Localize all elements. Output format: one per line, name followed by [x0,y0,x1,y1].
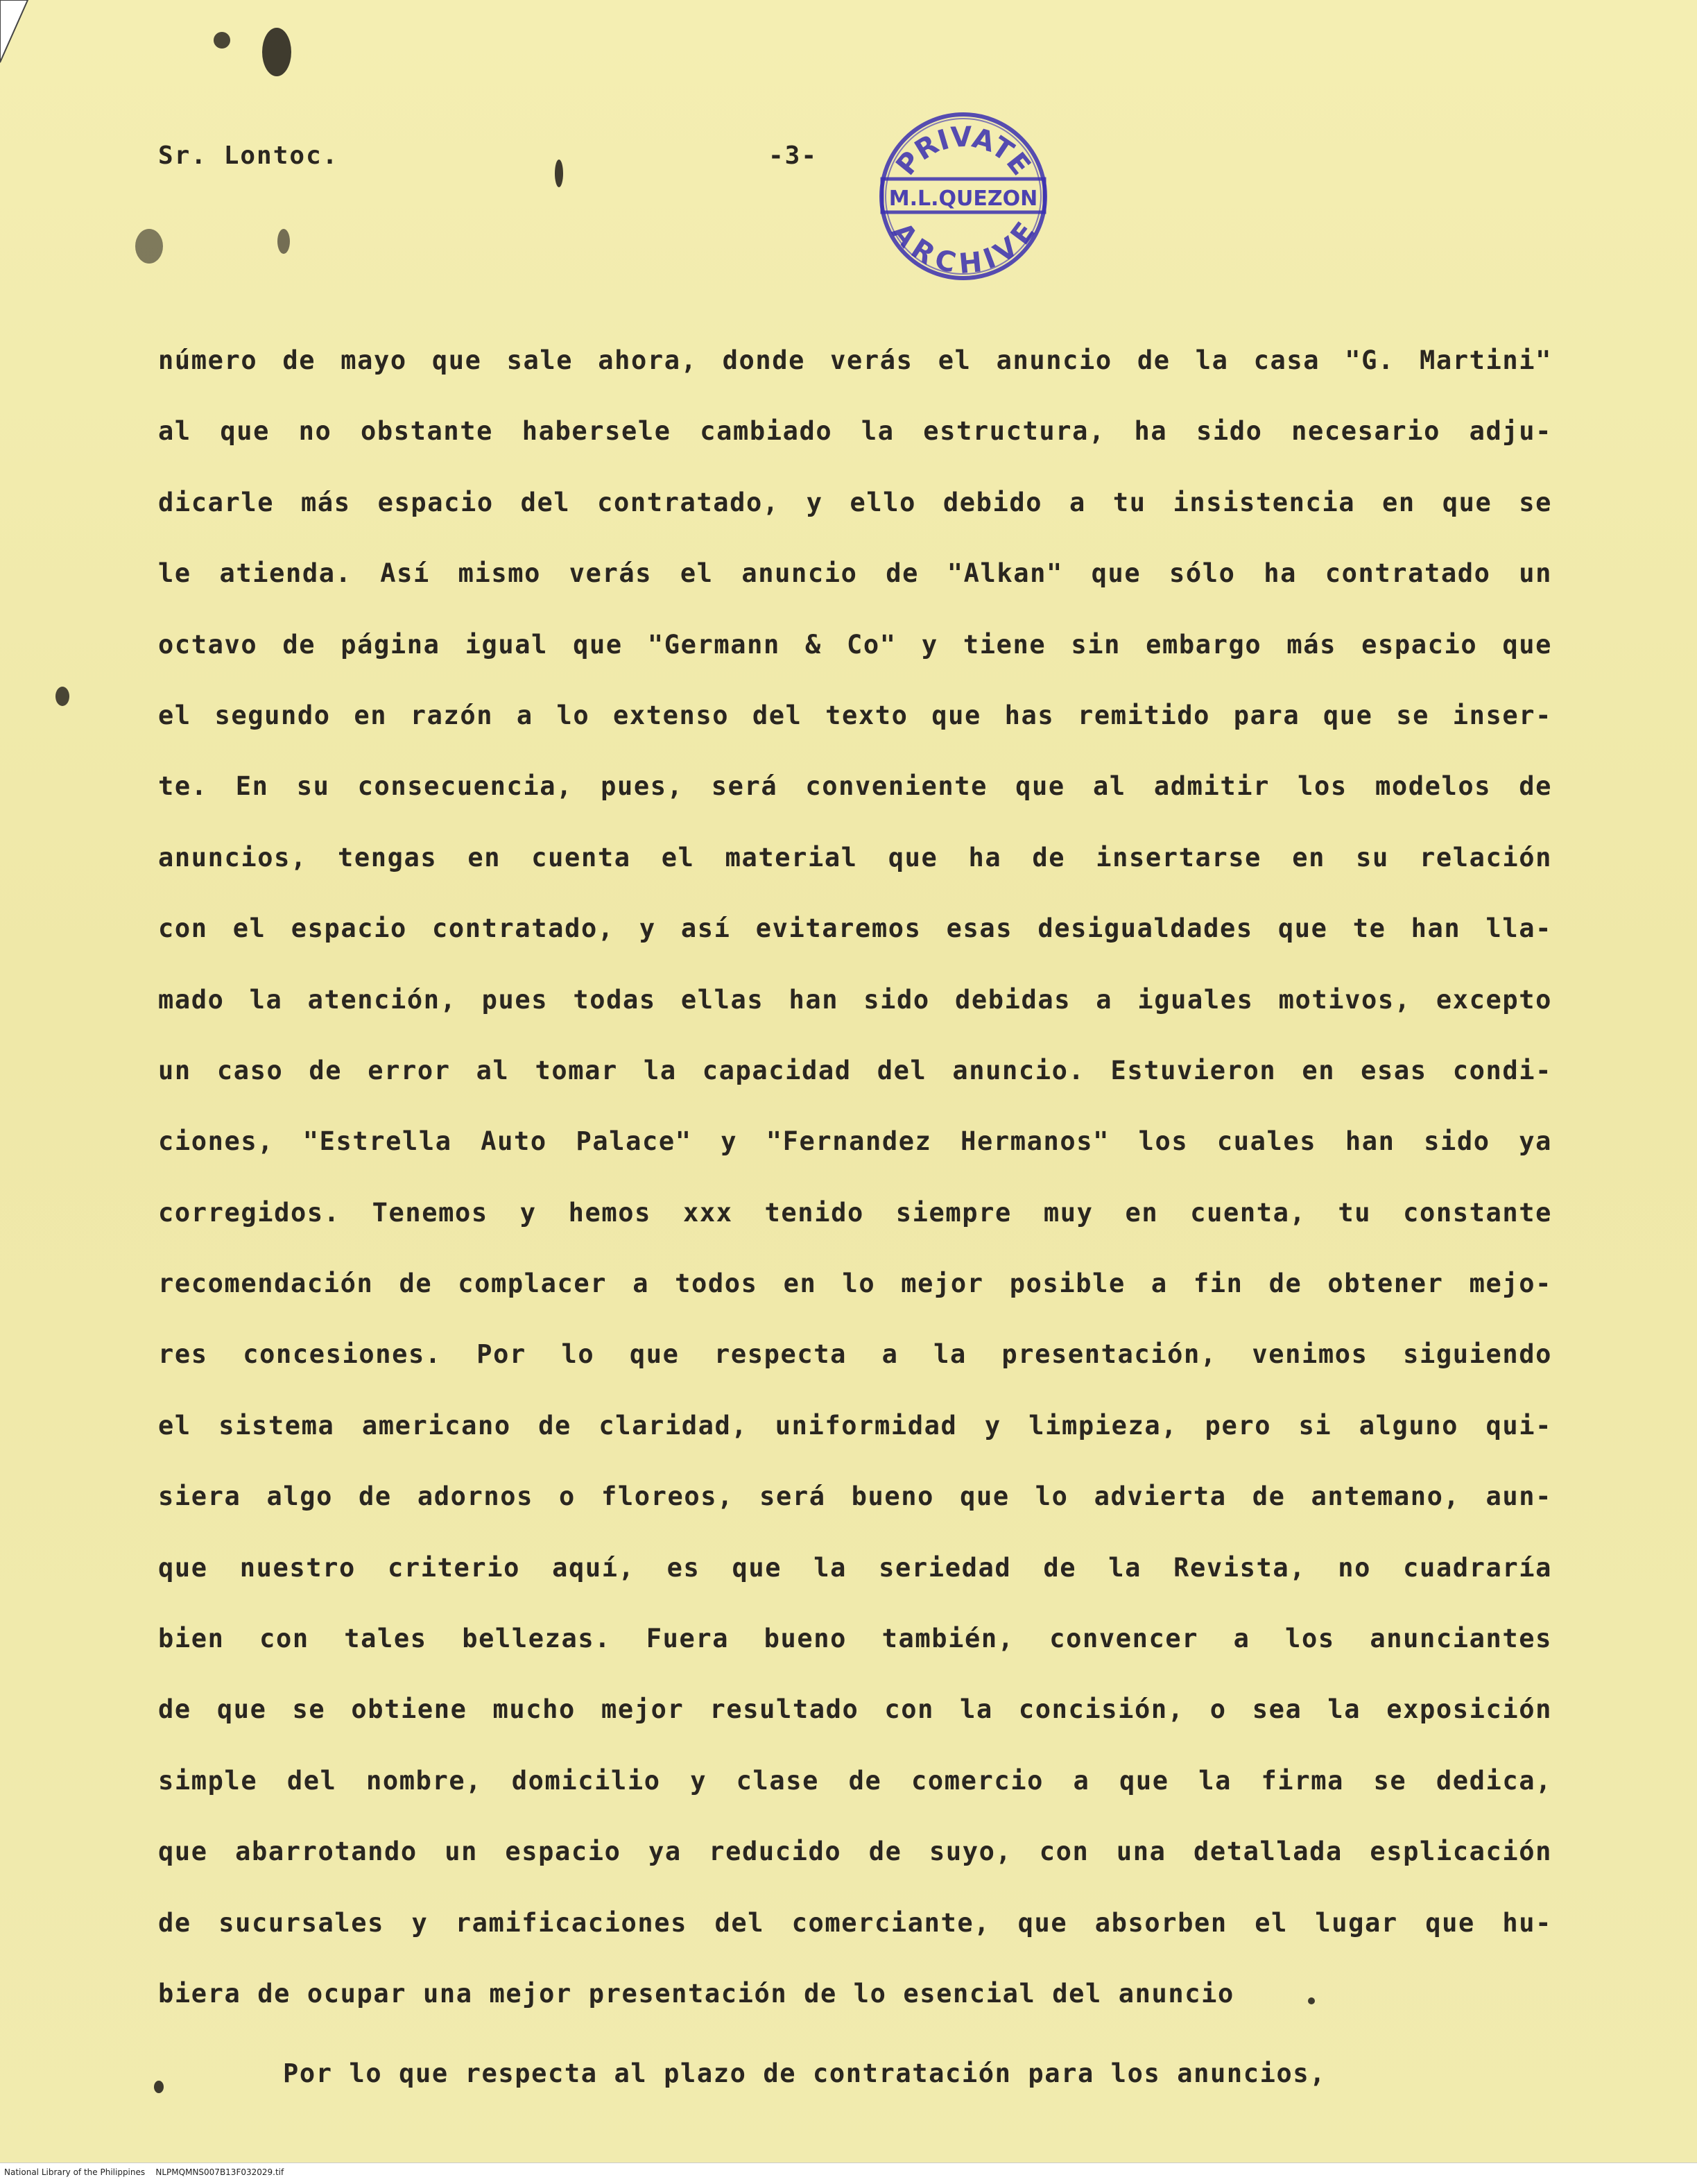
ink-blot [277,229,290,254]
body-line: mado la atención, pues todas ellas han sido debidas a iguales motivos, excepto [158,984,1552,1015]
body-line: al que no obstante habersele cambiado la estructura, ha sido necesario adju- [158,416,1552,447]
archive-stamp [877,110,1050,283]
scan-footer-text: National Library of the Philippines NLPMQMNS007B13F032029.tif [4,2167,284,2177]
ink-blot [214,32,230,49]
body-line: de sucursales y ramificaciones del comerciante, que absorben el lugar que hu- [158,1907,1552,1938]
stamp-bottom-text: ARCHIVE [885,216,1042,281]
body-line: un caso de error al tomar la capacidad del anuncio. Estuvieron en esas condi- [158,1055,1552,1085]
scan-footer [0,2162,1697,2184]
body-line: bien con tales bellezas. Fuera bueno también, convencer a los anunciantes [158,1624,1552,1654]
recipient-name: Sr. Lontoc. [158,141,339,170]
body-line: ciones, "Estrella Auto Palace" y "Fernandez Hermanos" los cuales han sido ya [158,1126,1552,1157]
body-line: simple del nombre, domicilio y clase de comercio a que la firma se dedica, [158,1765,1552,1796]
ink-blot [154,2081,164,2093]
body-line: de que se obtiene mucho mejor resultado con la concisión, o sea la exposición [158,1694,1552,1725]
body-line: biera de ocupar una mejor presentación de lo esencial del anuncio [158,1978,1234,2009]
body-line: el sistema americano de claridad, uniformidad y limpieza, pero si alguno qui- [158,1410,1552,1441]
stamp-top-text: PRIVATE [890,121,1037,182]
body-line: con el espacio contratado, y así evitaremos esas desigualdades que te han lla- [158,913,1552,944]
body-line: octavo de página igual que "Germann & Co" y tiene sin embargo más espacio que [158,629,1552,660]
body-line: le atienda. Así mismo verás el anuncio de "Alkan" que sólo ha contratado un [158,558,1552,589]
body-line: número de mayo que sale ahora, donde verás el anuncio de la casa "G. Martini" [158,345,1552,375]
body-line: recomendación de complacer a todos en lo mejor posible a fin de obtener mejo- [158,1269,1552,1299]
closing-paragraph: Por lo que respecta al plazo de contratación para los anuncios, [283,2058,1327,2088]
body-line: res concesiones. Por lo que respecta a la presentación, venimos siguiendo [158,1339,1552,1370]
letter-header [0,137,1697,179]
body-line: te. En su consecuencia, pues, será conveniente que al admitir los modelos de [158,771,1552,802]
body-line: que nuestro criterio aquí, es que la seriedad de la Revista, no cuadraría [158,1552,1552,1583]
body-line: anuncios, tengas en cuenta el material que ha de insertarse en su relación [158,842,1552,872]
body-line: siera algo de adornos o floreos, será bueno que lo advierta de antemano, aun- [158,1481,1552,1512]
body-line: el segundo en razón a lo extenso del texto que has remitido para que se inser- [158,700,1552,730]
ink-blot [135,229,163,264]
body-line: que abarrotando un espacio ya reducido de suyo, con una detallada esplicación [158,1837,1552,1867]
svg-text:ARCHIVE [885,216,1042,280]
page-corner-mark [0,0,42,69]
ink-blot [55,687,69,706]
body-line: corregidos. Tenemos y hemos xxx tenido siempre muy en cuenta, tu constante [158,1197,1552,1228]
ink-blot [262,28,291,76]
letter-body [158,340,1552,2044]
page-number: -3- [768,141,818,170]
stamp-middle-text: M.L.QUEZON [888,187,1038,211]
body-line: dicarle más espacio del contratado, y ello debido a tu insistencia en que se [158,487,1552,517]
